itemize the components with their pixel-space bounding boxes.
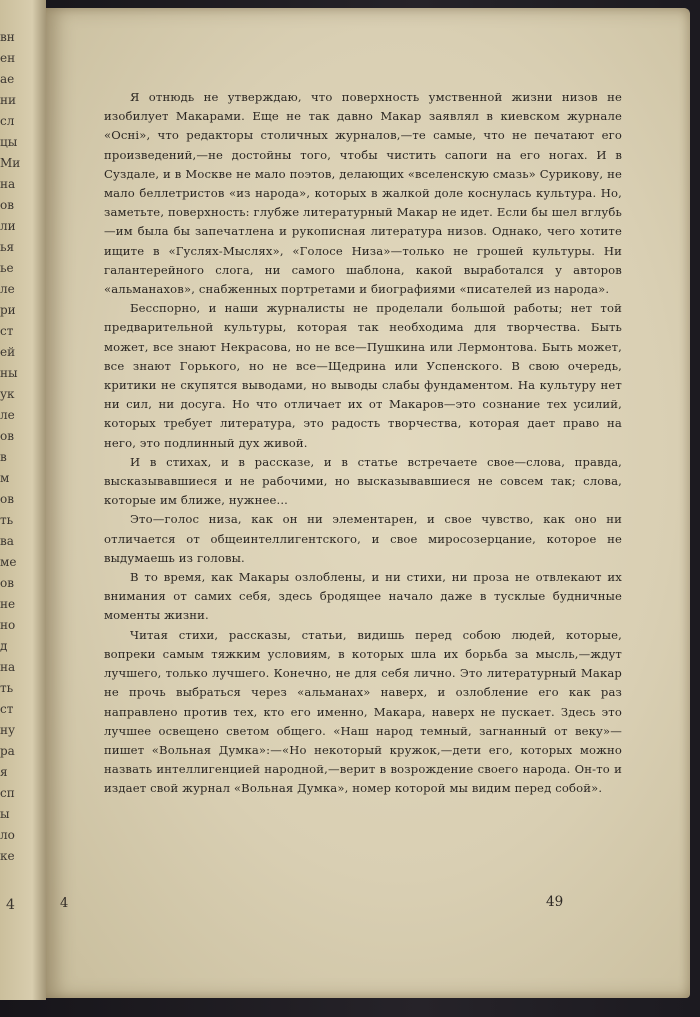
left-page-text-fragment: сл [0, 114, 15, 128]
left-page-text-fragment: не [0, 597, 16, 611]
left-page-text-fragment: сп [0, 786, 15, 800]
left-page-text-fragment: ли [0, 219, 16, 233]
left-page-text-fragment: ни [0, 93, 16, 107]
signature-mark: 4 [60, 896, 69, 911]
left-page-text-fragment: ей [0, 345, 16, 359]
left-page-text-fragment: ва [0, 534, 14, 548]
paragraph: Читая стихи, рассказы, статьи, видишь перед собою людей, которые, вопреки самым тяжким условиям, в которых шла их борьба за мысль,—ждут лучшего, только лучшего. Конечно, не для себя лично. Это литературный Макар не прочь выбраться через «альманах» наверх, и озлобление его как раз направлено против тех, кто его именно, Макара, наверх не пускает. Здесь это лучшее освещено светом общего. «Наш народ темный, загнанный от веку»—пишет «Вольная Думка»:—«Но некоторый кружок,—дети его, которых можно назвать интеллигенцией народной,—верит в возрождение своего народа. Он-то и издает свой журнал «Вольная Думка», номер которой мы видим перед собой». [104, 627, 622, 796]
paragraph: И в стихах, и в рассказе, и в статье встречаете свое—слова, правда, высказывавшиеся и не рабочими, но высказывавшиеся не совсем так; слова, которые им ближе, нужнее... [104, 454, 622, 508]
left-page-text-fragment: ст [0, 324, 14, 338]
left-page-text-fragment: на [0, 660, 16, 674]
left-page-text-fragment: ра [0, 744, 15, 758]
left-page-text-fragment: м [0, 471, 10, 485]
paragraph: Бесспорно, и наши журналисты не проделали большой работы; нет той предварительной культуры, которая так необходима для творчества. Быть может, все знают Некрасова, но не все—Пушкина или Лермонтова. Быть может, все знают Горького, но не все—Щедрина или Успенского. В свою очередь, критики не скупятся выводами, но выводы слабы фундаментом. На культуру нет ни сил, ни досуга. Но что отличает их от Макаров—это сознание тех усилий, которых требует литература, это радость творчества, которая дает право на него, это подлинный дух живой. [104, 301, 622, 450]
body-text [104, 88, 622, 799]
left-page-text-fragment: ья [0, 240, 15, 254]
left-page-text-fragment: ен [0, 51, 16, 65]
left-page-text-fragment: ть [0, 513, 14, 527]
left-page-text-fragment: д [0, 639, 8, 653]
left-facing-page [0, 0, 46, 1000]
left-page-text-fragment: ле [0, 282, 15, 296]
left-page-text-fragment: ае [0, 72, 15, 86]
right-page [46, 8, 690, 998]
left-page-text-fragment: ы [0, 807, 10, 821]
left-page-text-fragment: ны [0, 366, 18, 380]
left-page-text-fragment: ло [0, 828, 15, 842]
left-page-text-fragment: ри [0, 303, 16, 317]
left-page-text-fragment: цы [0, 135, 18, 149]
left-page-folio: 4 [6, 897, 15, 913]
left-page-text-fragment: ук [0, 387, 15, 401]
left-page-text-fragment: в [0, 450, 7, 464]
left-page-text-fragment: ме [0, 555, 17, 569]
left-page-text-fragment: ке [0, 849, 15, 863]
paragraph: В то время, как Макары озлоблены, и ни стихи, ни проза не отвлекают их внимания от самих себя, здесь бродящее начало даже в тусклые будничные моменты жизни. [104, 570, 622, 623]
left-page-text-fragment: ье [0, 261, 14, 275]
left-page-text-fragment: ле [0, 408, 15, 422]
left-page-text-fragment: ов [0, 576, 14, 590]
left-page-text-fragment: я [0, 765, 8, 779]
left-page-text-fragment: вн [0, 30, 15, 44]
page-number: 49 [546, 894, 564, 910]
left-page-text-fragment: ов [0, 492, 14, 506]
left-page-text-fragment: ов [0, 429, 14, 443]
left-page-text-fragment: Ми [0, 156, 21, 170]
left-page-text-fragment: ну [0, 723, 16, 737]
paragraph: Это—голос низа, как он ни элементарен, и свое чувство, как оно ни отличается от общеинтеллигентского, и свое миросозерцание, которое не выдумаешь из головы. [104, 512, 622, 565]
left-page-text-fragment: на [0, 177, 16, 191]
paragraph: Я отнюдь не утверждаю, что поверхность умственной жизни низов не изобилует Макарами. Еще не так давно Макар заявлял в киевском журнале «Оснi», что редакторы столичных журналов,—те самые, что не печатают его произведений,—не достойны того, чтобы чистить сапоги на его ногах. И в Суздале, и в Москве не мало поэтов, делающих «вселенскую смазь» Сурикову, не мало беллетристов «из народа», которых в жалкой доле коснулась культура. Но, заметьте, поверхность: глубже литературный Макар не идет. Если бы шел вглубь—им была бы запечатлена и рукописная литература низов. Однако, чего хотите ищите в «Гуслях-Мыслях», «Голосе Низа»—только не грошей культуры. Ни галантерейного слога, ни самого шаблона, какой выработался у авторов «альманахов», снабженных портретами и биографиями «писателей из народа». [104, 90, 622, 297]
left-page-text-fragment: ст [0, 702, 14, 716]
left-page-text-fragment: ов [0, 198, 14, 212]
left-page-text-fragment: но [0, 618, 16, 632]
left-page-text-fragment: ть [0, 681, 14, 695]
